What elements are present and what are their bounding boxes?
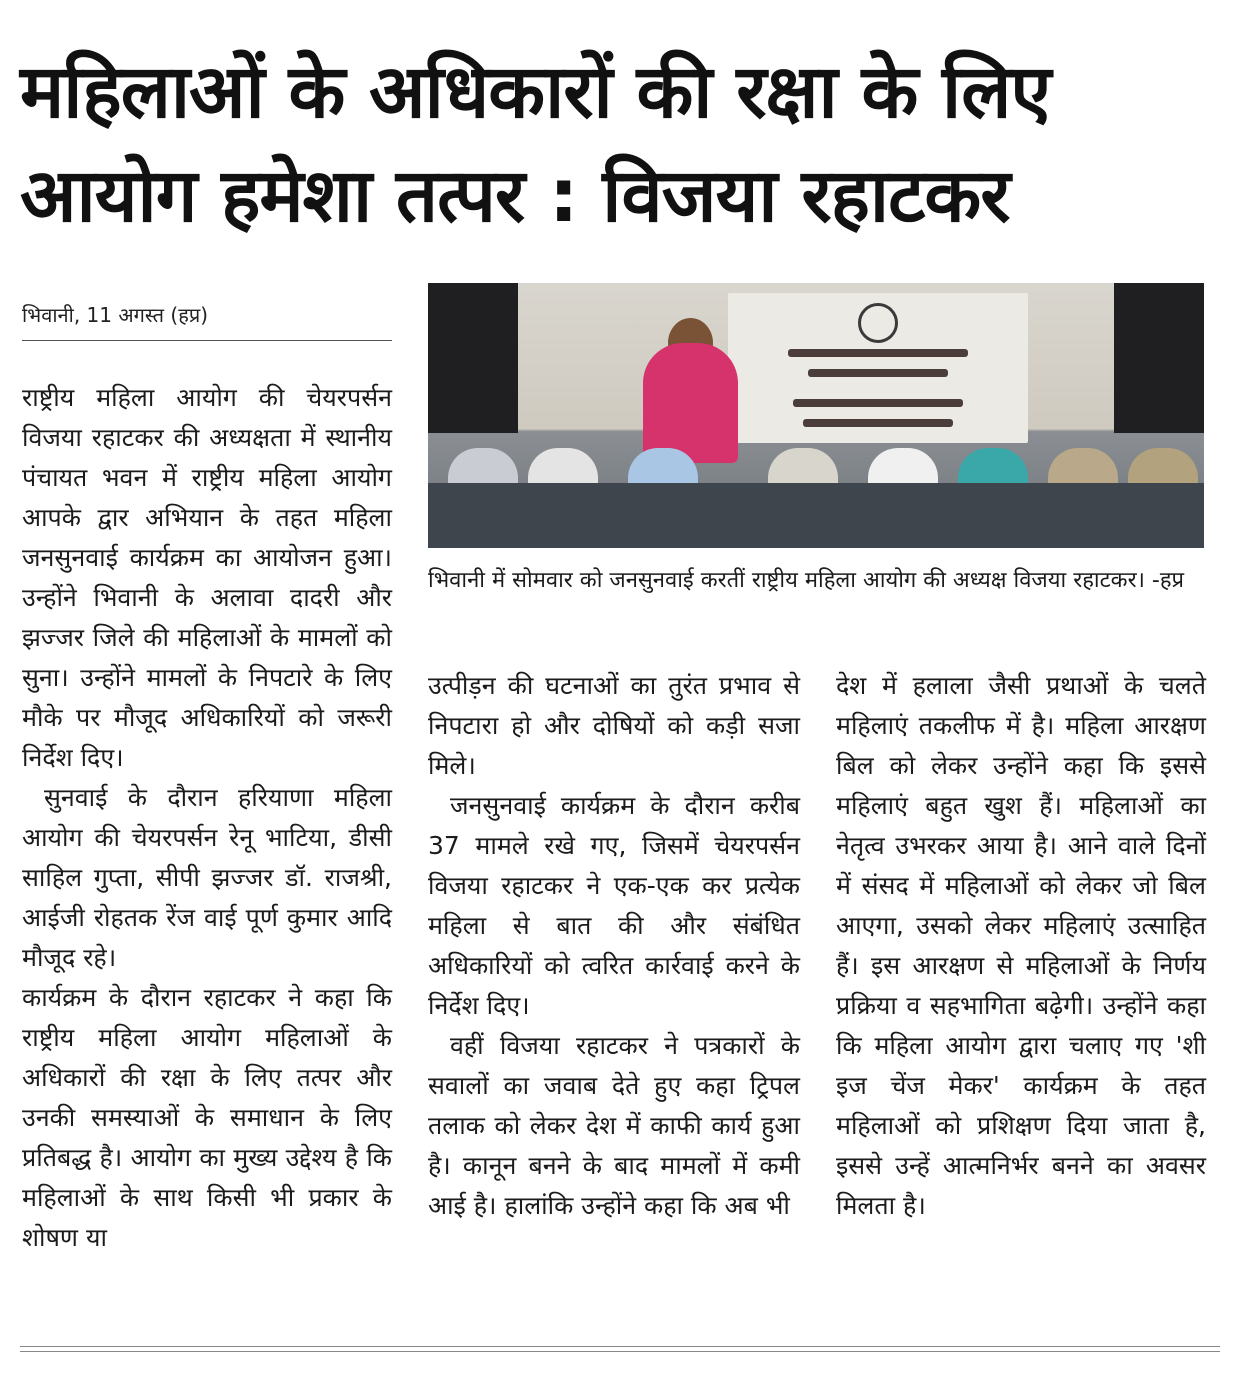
paragraph: जनसुनवाई कार्यक्रम के दौरान करीब 37 मामले रखे गए, जिसमें चेयरपर्सन विजया रहाटकर ने एक-एक कर प्रत्येक महिला से बात की और संबंधित अधिकारियों को त्वरित कार्रवाई करने के निर्देश दिए। xyxy=(428,791,800,1020)
paragraph: उत्पीड़न की घटनाओं का तुरंत प्रभाव से निपटारा हो और दोषियों को कड़ी सजा मिले। xyxy=(428,671,800,780)
paragraph: देश में हलाला जैसी प्रथाओं के चलते महिलाएं तकलीफ में है। महिला आरक्षण बिल को लेकर उन्होंने कहा कि इससे महिलाएं बहुत खुश हैं। महिलाओं का नेतृत्व उभरकर आया है। आने वाले दिनों में संसद में महिलाओं को लेकर जो बिल आएगा, उसको लेकर महिलाएं उत्साहित हैं। इस आरक्षण से महिलाओं के निर्णय प्रक्रिया व सहभागिता बढ़ेगी। उन्होंने कहा कि महिला आयोग द्वारा चलाए गए 'शी इज चेंज मेकर' कार्यक्रम के तहत महिलाओं को प्रशिक्षण दिया जाता है, इससे उन्हें आत्मनिर्भर बनने का अवसर मिलता है। xyxy=(836,671,1206,1220)
banner-text-line-2 xyxy=(808,369,948,377)
speaker-figure xyxy=(643,343,738,463)
banner-text-line-4 xyxy=(803,419,953,427)
headline-line-2: आयोग हमेशा तत्पर : विजया रहाटकर xyxy=(20,153,1010,239)
dateline: भिवानी, 11 अगस्त (हप्र) xyxy=(22,300,392,341)
paragraph: सुनवाई के दौरान हरियाणा महिला आयोग की चेयरपर्सन रेनू भाटिया, डीसी साहिल गुप्ता, सीपी झज्जर डॉ. राजश्री, आईजी रोहतक रेंज वाई पूर्ण कुमार आदि मौजूद रहे। xyxy=(22,783,392,972)
paragraph: वहीं विजया रहाटकर ने पत्रकारों के सवालों का जवाब देते हुए कहा ट्रिपल तलाक को लेकर देश में काफी कार्य हुआ है। कानून बनने के बाद मामलों में कमी आई है। हालांकि उन्होंने कहा कि अब भी xyxy=(428,1031,800,1220)
paragraph: कार्यक्रम के दौरान रहाटकर ने कहा कि राष्ट्रीय महिला आयोग महिलाओं के अधिकारों की रक्षा के लिए तत्पर और उनकी समस्याओं के समाधान के लिए प्रतिबद्ध है। आयोग का मुख्य उद्देश्य है कि महिलाओं के साथ किसी भी प्रकार के शोषण या xyxy=(22,983,392,1252)
bottom-rule xyxy=(20,1346,1220,1352)
photo-wall-panel-left xyxy=(428,283,518,433)
banner-text-line-3 xyxy=(793,399,963,407)
photo-dais-table xyxy=(428,483,1204,548)
photo-caption: भिवानी में सोमवार को जनसुनवाई करतीं राष्ट्रीय महिला आयोग की अध्यक्ष विजया रहाटकर। -हप्र xyxy=(428,568,1185,593)
paragraph: राष्ट्रीय महिला आयोग की चेयरपर्सन विजया रहाटकर की अध्यक्षता में स्थानीय पंचायत भवन में राष्ट्रीय महिला आयोग आपके द्वार अभियान के तहत महिला जनसुनवाई कार्यक्रम का आयोजन हुआ। उन्होंने भिवानी के अलावा दादरी और झज्जर जिले की महिलाओं के मामलों को सुना। उन्होंने मामलों के निपटारे के लिए मौके पर मौजूद अधिकारियों को जरूरी निर्देश दिए। xyxy=(22,383,392,772)
news-photo xyxy=(428,283,1204,548)
article-column-2 xyxy=(428,666,800,1226)
article-column-1 xyxy=(22,378,392,1258)
photo-banner xyxy=(728,293,1028,443)
headline xyxy=(20,40,1220,248)
banner-text-line-1 xyxy=(788,349,968,357)
commission-logo-icon xyxy=(858,303,898,343)
article-column-3 xyxy=(836,666,1206,1226)
photo-wall-panel-right xyxy=(1114,283,1204,433)
headline-line-1: महिलाओं के अधिकारों की रक्षा के लिए xyxy=(20,49,1051,135)
